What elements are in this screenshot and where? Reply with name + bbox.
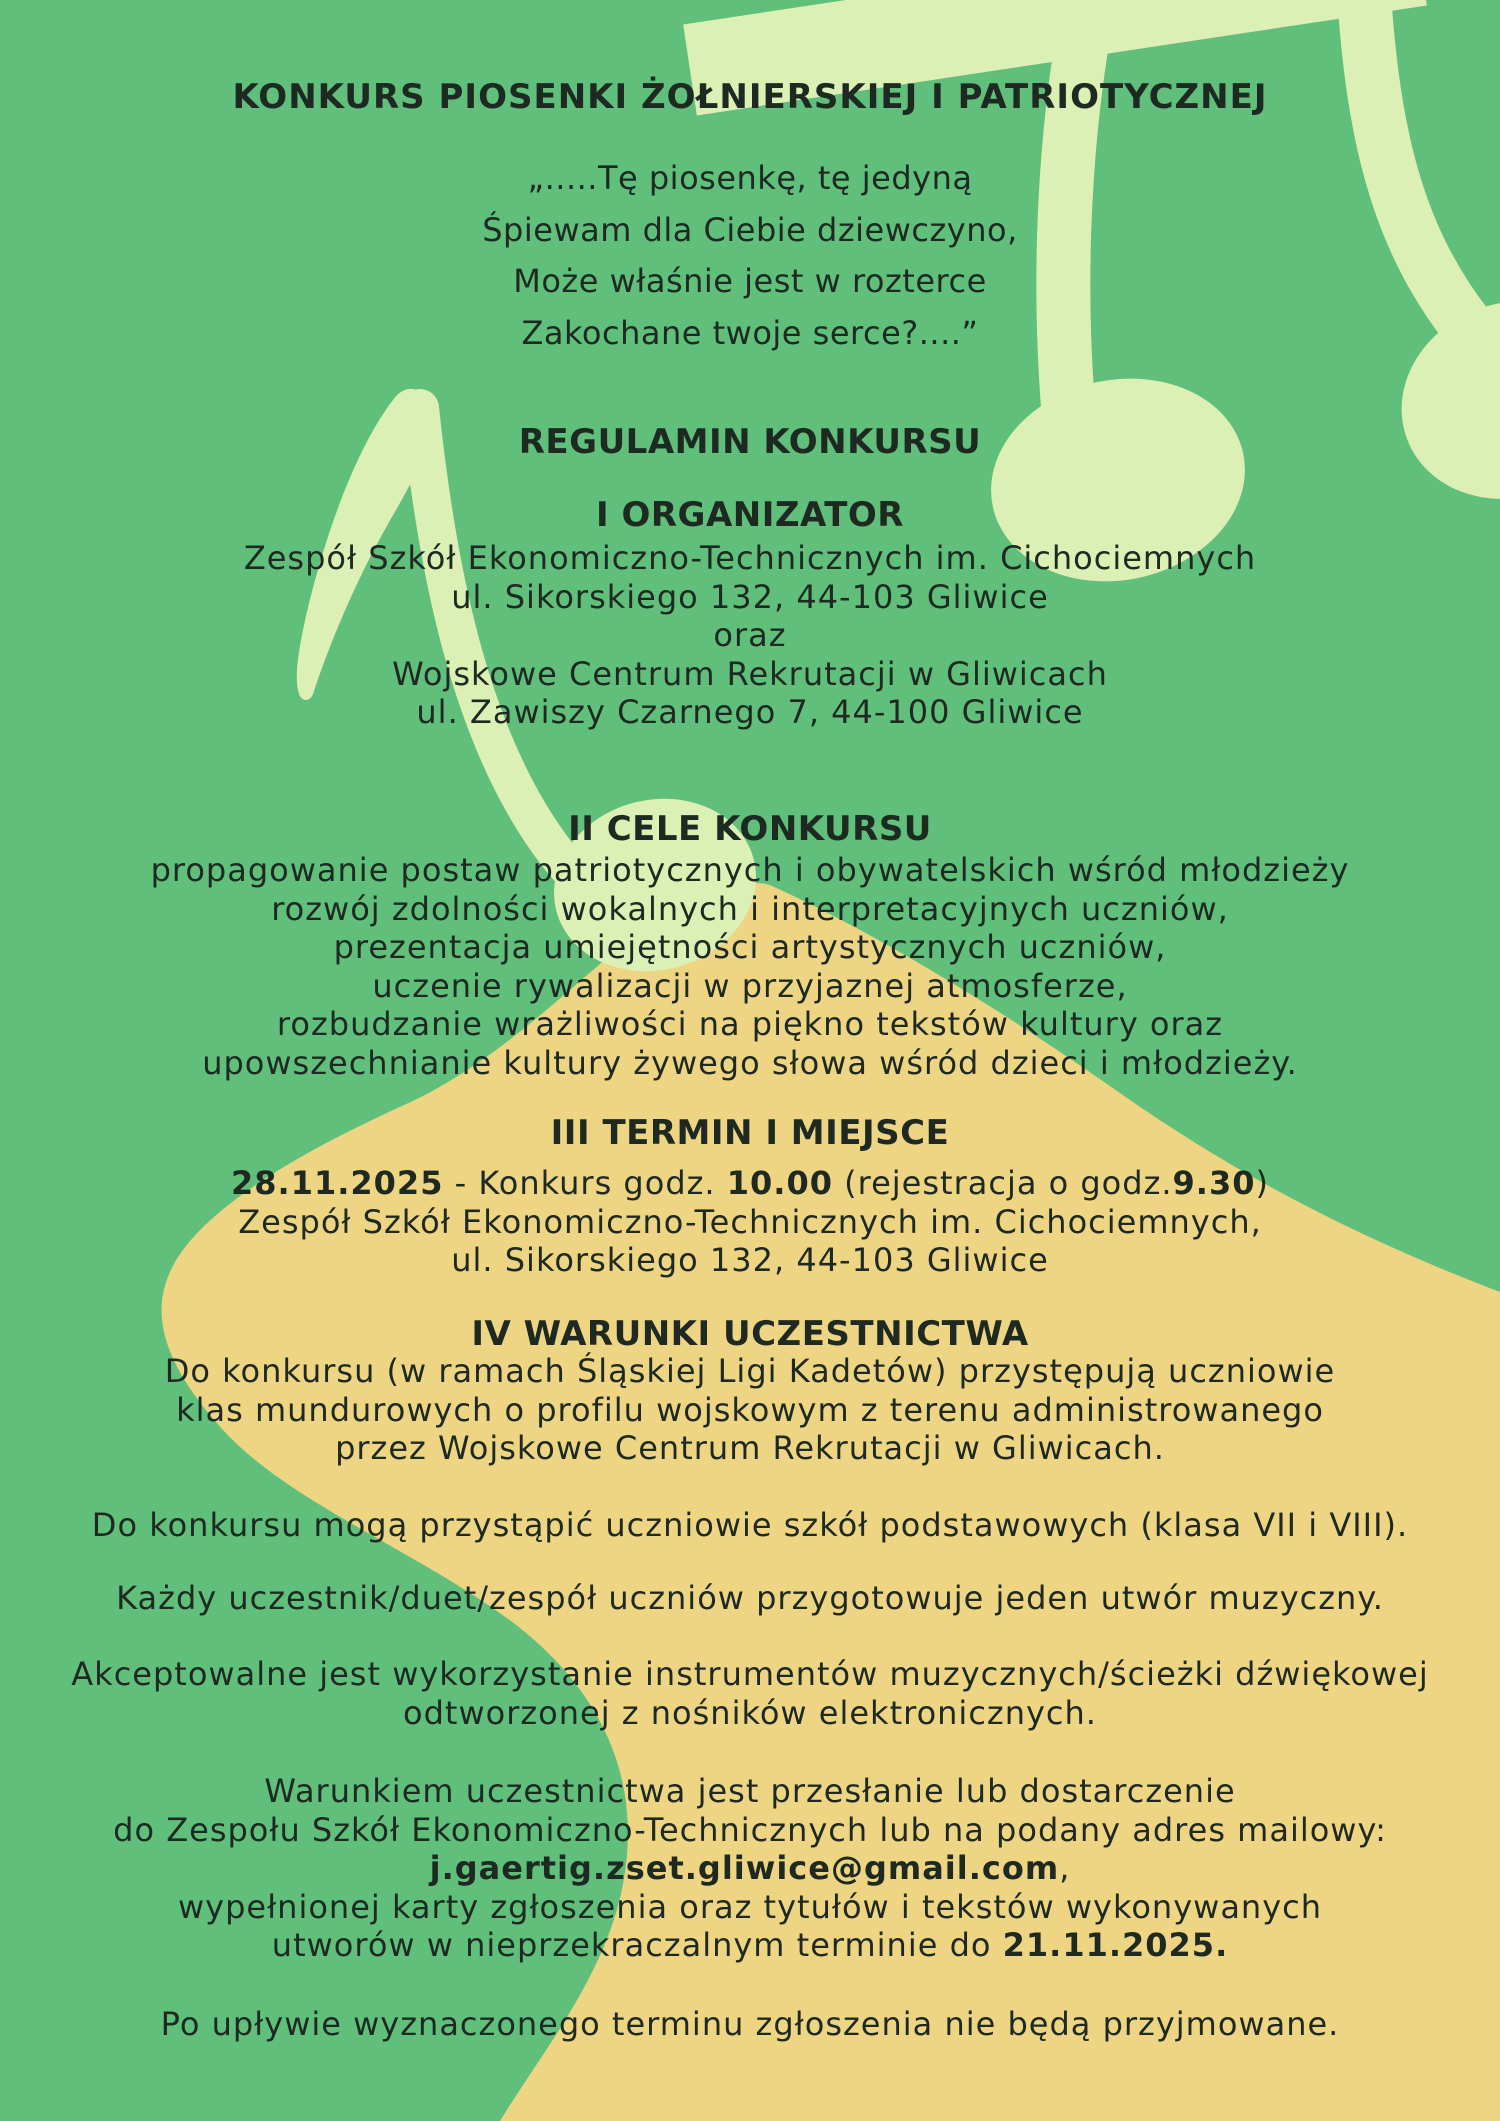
quote-line: „.....Tę piosenkę, tę jedyną	[527, 159, 973, 197]
warunkiem-line: Warunkiem uczestnictwa jest przesłanie lub dostarczenie	[264, 1772, 1236, 1810]
quote-line: Może właśnie jest w rozterce	[513, 262, 987, 300]
cele-line: propagowanie postaw patriotycznych i obywatelskich wśród młodzieży	[150, 851, 1350, 889]
regulamin-header: REGULAMIN KONKURSU	[518, 422, 982, 462]
organizator-line: Zespół Szkół Ekonomiczno-Technicznych im. Cichociemnych	[243, 539, 1257, 577]
section-header-warunki: IV WARUNKI UCZESTNICTWA	[471, 1314, 1029, 1354]
termin-end: )	[1255, 1164, 1269, 1202]
poster-title: KONKURS PIOSENKI ŻOŁNIERSKIEJ I PATRIOTYCZNEJ	[232, 77, 1268, 117]
warunki-line: klas mundurowych o profilu wojskowym z terenu administrowanego	[176, 1390, 1324, 1429]
organizator-line: ul. Zawiszy Czarnego 7, 44-100 Gliwice	[416, 693, 1084, 731]
registration-time: 9.30	[1172, 1164, 1256, 1202]
warunki-line: Do konkursu (w ramach Śląskiej Ligi Kadetów) przystępują uczniowie	[164, 1352, 1336, 1390]
email-address: j.gaertig.zset.gliwice@gmail.com	[429, 1849, 1060, 1887]
deadline-prefix: utworów w nieprzekraczalnym terminie do	[271, 1926, 1003, 1964]
section-header-organizator: I ORGANIZATOR	[595, 495, 904, 535]
deadline-date: 21.11.2025.	[1002, 1926, 1229, 1964]
section-header-cele: II CELE KONKURSU	[568, 809, 932, 849]
contest-time: 10.00	[726, 1164, 833, 1202]
termin-text	[0, 1164, 1500, 1280]
organizator-line: ul. Sikorskiego 132, 44-103 Gliwice	[451, 577, 1049, 616]
warunkiem-email-line	[0, 1849, 1500, 1888]
quote-line: Śpiewam dla Ciebie dziewczyno,	[482, 210, 1018, 249]
termin-line: ul. Sikorskiego 132, 44-103 Gliwice	[451, 1241, 1049, 1279]
akceptowalne-line: Akceptowalne jest wykorzystanie instrumentów muzycznych/ścieżki dźwiękowej	[71, 1655, 1429, 1693]
termin-reg-mid: (rejestracja o godz.	[832, 1164, 1173, 1202]
termin-line: Zespół Szkół Ekonomiczno-Technicznych im. Cichociemnych,	[238, 1202, 1262, 1241]
contest-date: 28.11.2025	[231, 1164, 444, 1202]
cele-line: upowszechnianie kultury żywego słowa wśród dzieci i młodzieży.	[202, 1043, 1298, 1082]
warunkiem-deadline-line	[0, 1926, 1500, 1965]
cele-line: prezentacja umiejętności artystycznych uczniów,	[333, 928, 1167, 966]
email-comma: ,	[1059, 1849, 1071, 1887]
warunki-line: przez Wojskowe Centrum Rekrutacji w Gliwicach.	[335, 1429, 1165, 1467]
termin-date-mid: - Konkurs godz.	[443, 1164, 727, 1202]
warunki-text	[0, 1352, 1500, 1468]
cele-line: uczenie rywalizacji w przyjaznej atmosferze,	[372, 966, 1128, 1005]
paragraph-podstawowe: Do konkursu mogą przystąpić uczniowie szkół podstawowych (klasa VII i VIII).	[91, 1506, 1409, 1544]
organizator-line: oraz	[713, 616, 787, 654]
termin-date-line	[0, 1164, 1500, 1203]
cele-line: rozwój zdolności wokalnych i interpretacyjnych uczniów,	[271, 889, 1229, 928]
akceptowalne-line: odtworzonej z nośników elektronicznych.	[403, 1693, 1097, 1732]
paragraph-warunkiem	[0, 1772, 1500, 1965]
paragraph-po-uplywie: Po upływie wyznaczonego terminu zgłoszenia nie będą przyjmowane.	[160, 2005, 1340, 2043]
quote-line: Zakochane twoje serce?....”	[521, 313, 979, 352]
paragraph-akceptowalne	[0, 1655, 1500, 1732]
organizator-text	[0, 539, 1500, 732]
paragraph-kazdy-uczestnik: Każdy uczestnik/duet/zespół uczniów przygotowuje jeden utwór muzyczny.	[116, 1579, 1384, 1617]
warunkiem-line: wypełnionej karty zgłoszenia oraz tytułów i tekstów wykonywanych	[177, 1887, 1323, 1926]
cele-text	[0, 851, 1500, 1082]
warunkiem-line: do Zespołu Szkół Ekonomiczno-Technicznych lub na podany adres mailowy:	[113, 1810, 1387, 1849]
song-quote	[0, 153, 1500, 359]
section-header-termin: III TERMIN I MIEJSCE	[550, 1113, 950, 1153]
organizator-line: Wojskowe Centrum Rekrutacji w Gliwicach	[392, 654, 1108, 693]
cele-line: rozbudzanie wrażliwości na piękno tekstów kultury oraz	[276, 1005, 1224, 1043]
